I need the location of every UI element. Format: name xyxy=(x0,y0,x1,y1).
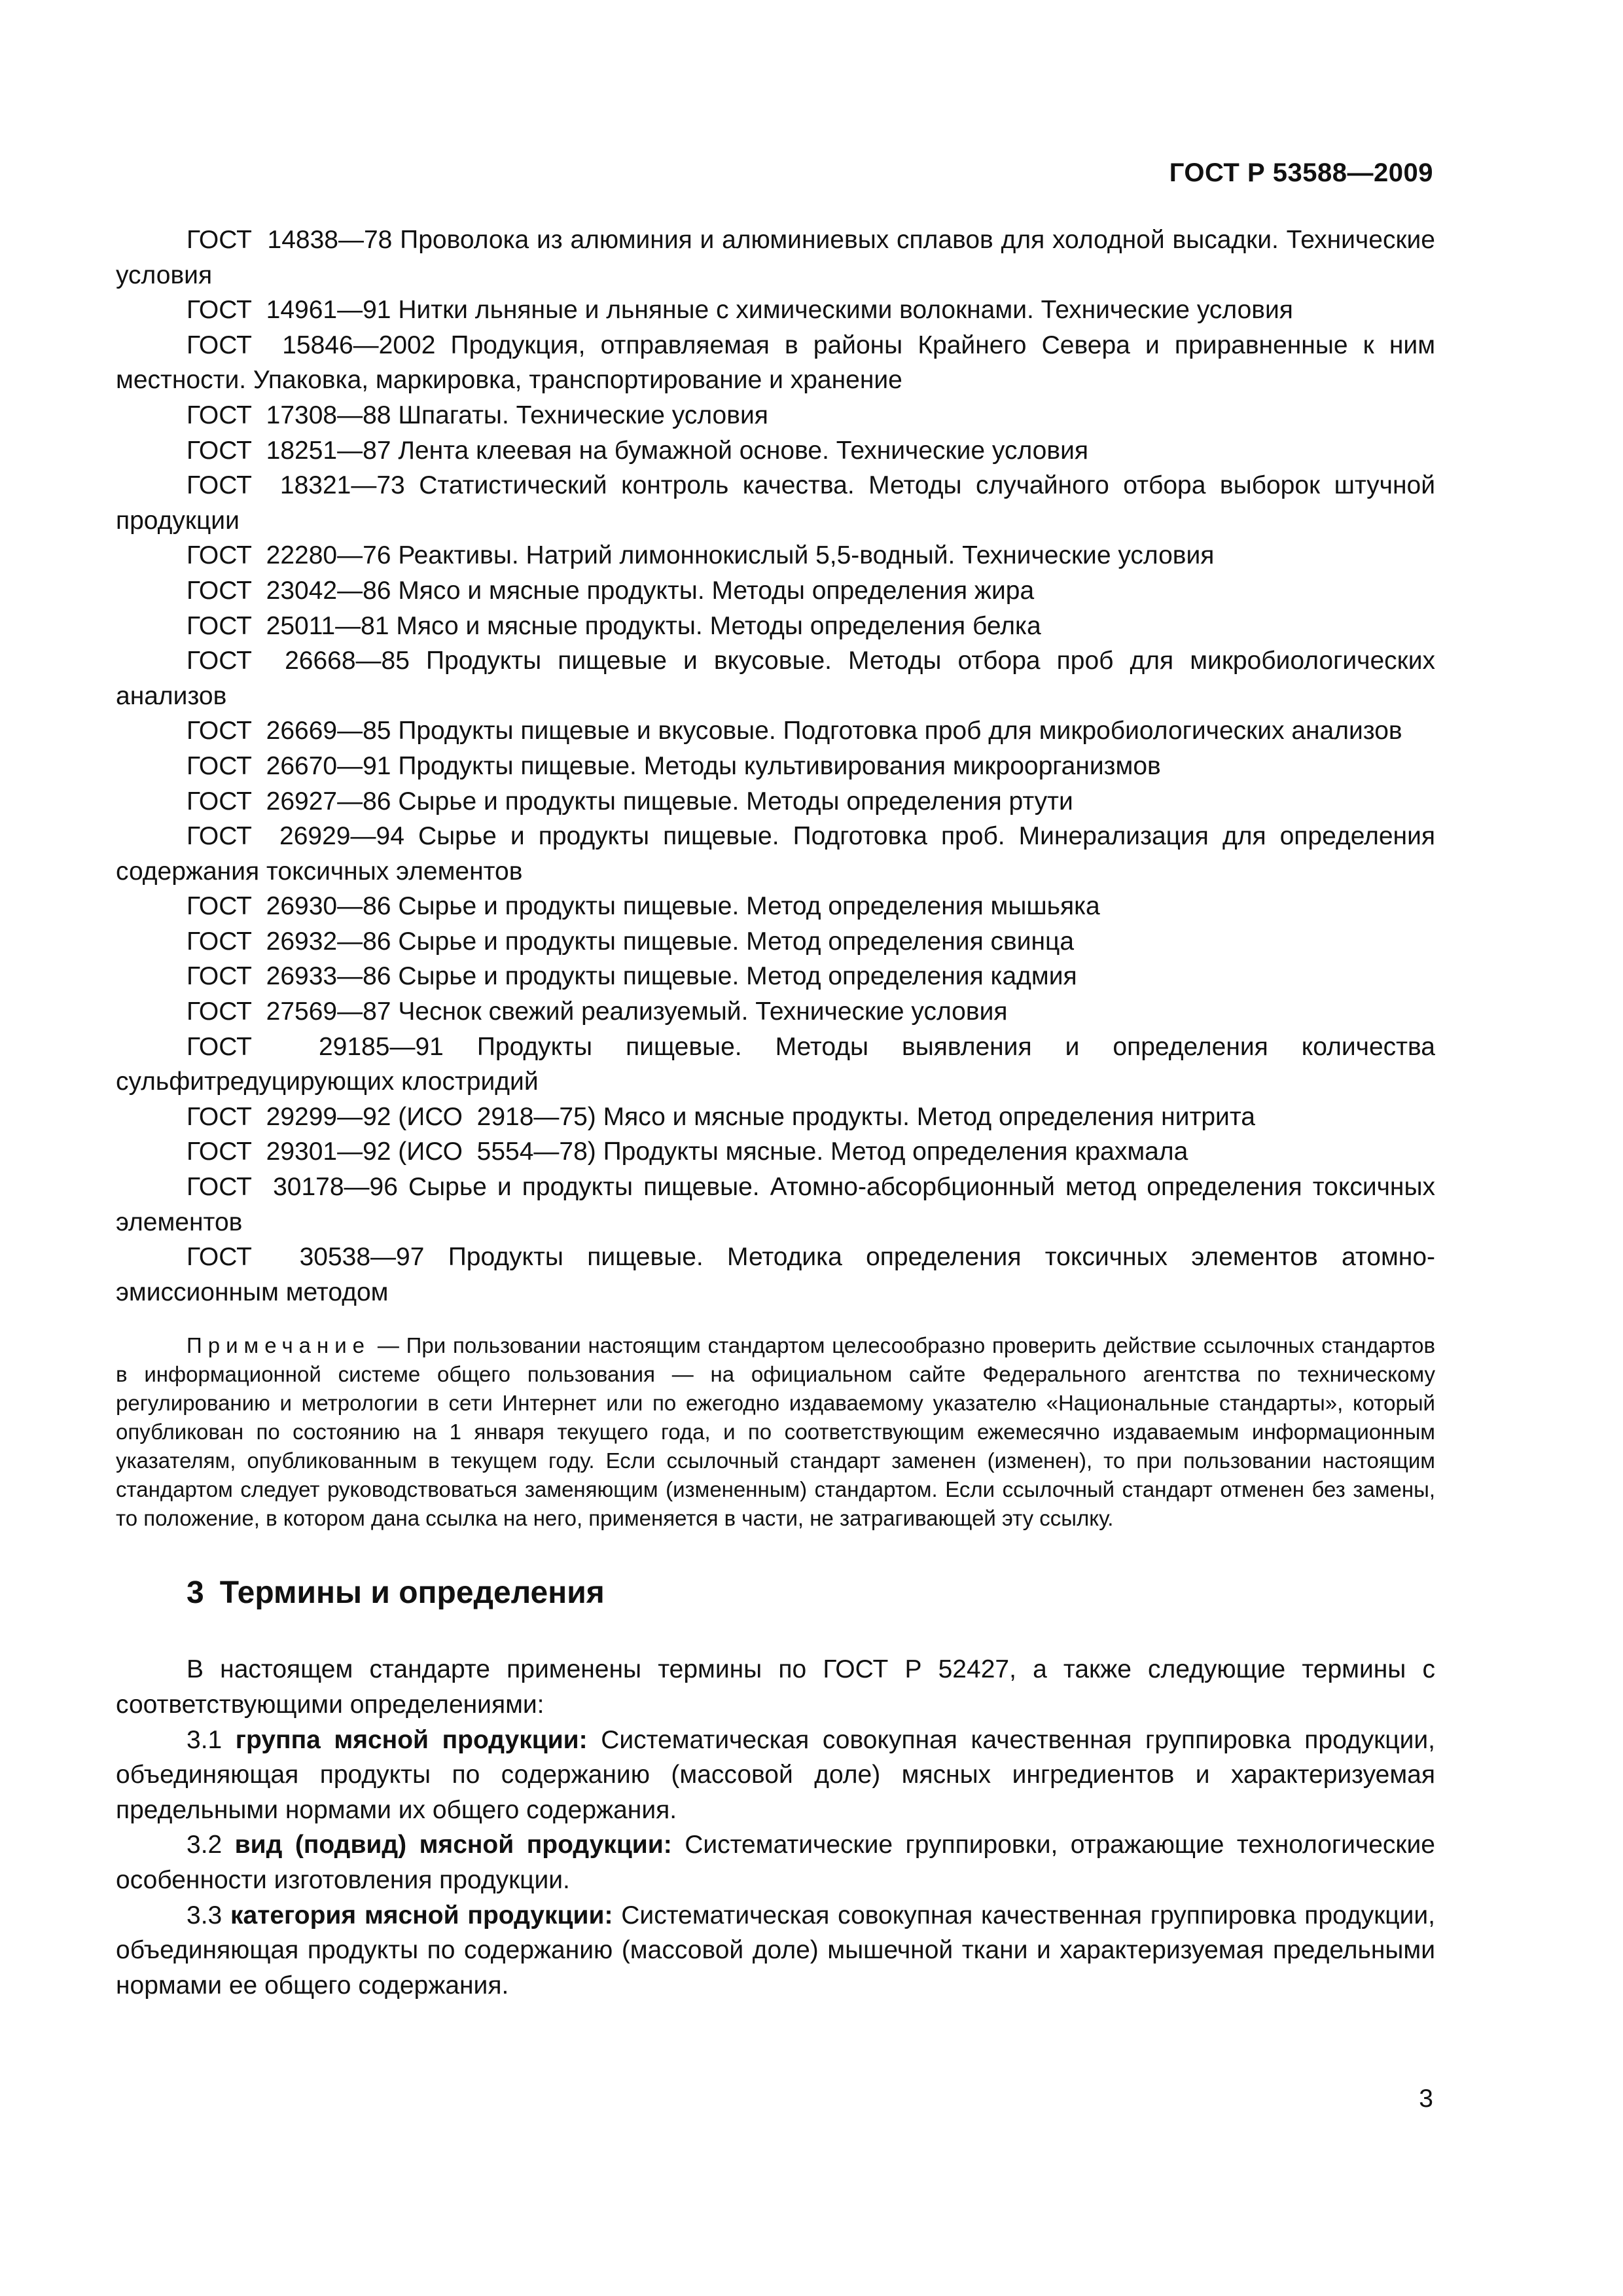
reference-item xyxy=(116,573,1435,609)
reference-title: Проволока из алюминия и алюминиевых сплавов для холодной высадки. Технические условия xyxy=(116,226,1435,289)
reference-code: ГОСТ 23042—86 xyxy=(187,576,391,605)
term-item xyxy=(116,1723,1435,1828)
reference-code: ГОСТ 30538—97 xyxy=(187,1243,425,1272)
reference-title: Продукты пищевые. Методика определения токсичных элементов атомно-эмиссионным методом xyxy=(116,1243,1435,1306)
reference-code: ГОСТ 29185—91 xyxy=(187,1032,444,1061)
term-definition: Систематическая совокупная качественная группировка продукции, объединяющая продукты по содержанию (массовой доле) мышечной ткани и характеризуемая предельными нормами ее общего содержания. xyxy=(116,1901,1436,2000)
reference-title: Сырье и продукты пищевые. Атомно-абсорбционный метод определения токсичных элементов xyxy=(116,1173,1435,1236)
note-label: Примечание xyxy=(187,1333,371,1358)
reference-code: ГОСТ 15846—2002 xyxy=(187,331,436,359)
reference-code: ГОСТ 14961—91 xyxy=(187,296,391,325)
reference-item xyxy=(116,749,1435,784)
reference-code: ГОСТ 26932—86 xyxy=(187,927,391,956)
reference-title: Продукты пищевые и вкусовые. Методы отбора проб для микробиологических анализов xyxy=(116,647,1435,710)
reference-title: Лента клеевая на бумажной основе. Технические условия xyxy=(398,436,1088,465)
reference-code: ГОСТ 30178—96 xyxy=(187,1173,398,1202)
reference-title: Сырье и продукты пищевые. Методы определения ртути xyxy=(398,787,1073,816)
reference-title: Сырье и продукты пищевые. Метод определения свинца xyxy=(398,927,1075,956)
reference-title: Сырье и продукты пищевые. Метод определения мышьяка xyxy=(398,892,1100,921)
reference-item xyxy=(116,643,1435,713)
term-name: группа мясной продукции: xyxy=(235,1725,588,1754)
term-name: вид (подвид) мясной продукции: xyxy=(234,1831,672,1859)
reference-item xyxy=(116,328,1435,398)
reference-item xyxy=(116,1100,1435,1135)
term-definition: Систематические группировки, отражающие технологические особенности изготовления продукции. xyxy=(116,1831,1435,1894)
term-number: 3.3 xyxy=(187,1901,223,1929)
reference-item xyxy=(116,819,1435,889)
reference-item xyxy=(116,713,1435,749)
reference-code: ГОСТ 26933—86 xyxy=(187,962,391,991)
term-item xyxy=(116,1898,1435,2003)
note-paragraph xyxy=(116,1331,1435,1533)
reference-title: Сырье и продукты пищевые. Подготовка проб. Минерализация для определения содержания токсичных элементов xyxy=(116,822,1435,886)
reference-code: ГОСТ 26668—85 xyxy=(187,647,410,675)
reference-code: ГОСТ 26669—85 xyxy=(187,717,391,745)
reference-item xyxy=(116,1134,1435,1170)
reference-title: Продукты пищевые. Методы культивирования микроорганизмов xyxy=(398,751,1161,780)
reference-code: ГОСТ 26929—94 xyxy=(187,822,404,851)
reference-item xyxy=(116,889,1435,924)
reference-code: ГОСТ 26930—86 xyxy=(187,892,391,921)
reference-code: ГОСТ 29299—92 (ИСО 2918—75) xyxy=(187,1102,596,1131)
reference-title: Нитки льняные и льняные с химическими волокнами. Технические условия xyxy=(398,296,1293,325)
reference-title: Мясо и мясные продукты. Методы определения жира xyxy=(398,576,1035,605)
page-number: 3 xyxy=(1419,2085,1433,2113)
section-number: 3 xyxy=(187,1575,204,1611)
reference-code: ГОСТ 26670—91 xyxy=(187,751,391,780)
reference-code: ГОСТ 25011—81 xyxy=(187,611,389,640)
reference-code: ГОСТ 26927—86 xyxy=(187,787,391,816)
note-text: — При пользовании настоящим стандартом целесообразно проверить действие ссылочных стандартов в информационной системе общего пользования — на официальном сайте Федерального агентства по техническому регулированию и метрологии в сети Интернет или по ежегодно издаваемому указателю «Национальные стандарты», который опубликован по состоянию на 1 января текущего года, и по соответствующим ежемесячно издаваемым информационным указателям, опубликованным в текущем году. Если ссылочный стандарт заменен (изменен), то при пользовании настоящим стандартом следует руководствоваться заменяющим (измененным) стандартом. Если ссылочный стандарт отменен без замены, то положение, в котором дана ссылка на него, применяется в части, не затрагивающей эту ссылку. xyxy=(116,1333,1435,1531)
reference-item xyxy=(116,468,1435,538)
reference-code: ГОСТ 14838—78 xyxy=(187,226,393,254)
reference-code: ГОСТ 22280—76 xyxy=(187,541,391,570)
page-content xyxy=(116,223,1435,2003)
terms-list xyxy=(116,1723,1435,2003)
reference-code: ГОСТ 17308—88 xyxy=(187,401,391,429)
reference-title: Шпагаты. Технические условия xyxy=(398,401,768,429)
reference-code: ГОСТ 18321—73 xyxy=(187,471,405,500)
term-definition: Систематическая совокупная качественная группировка продукции, объединяющая продукты по содержанию (массовой доле) мясных ингредиентов и характеризуемая предельными нормами их общего содержания. xyxy=(116,1725,1435,1824)
reference-item xyxy=(116,609,1435,644)
reference-item xyxy=(116,398,1435,433)
reference-title: Продукция, отправляемая в районы Крайнего Севера и приравненные к ним местности. Упаковка, маркировка, транспортирование и хранение xyxy=(116,331,1436,395)
section-title: Термины и определения xyxy=(219,1575,605,1611)
reference-title: Мясо и мясные продукты. Метод определения нитрита xyxy=(603,1102,1255,1131)
reference-title: Мясо и мясные продукты. Методы определения белка xyxy=(396,611,1041,640)
reference-item xyxy=(116,433,1435,469)
term-item xyxy=(116,1827,1435,1897)
reference-title: Сырье и продукты пищевые. Метод определения кадмия xyxy=(398,962,1077,991)
reference-code: ГОСТ 29301—92 (ИСО 5554—78) xyxy=(187,1138,596,1166)
reference-title: Статистический контроль качества. Методы случайного отбора выборок штучной продукции xyxy=(116,471,1435,535)
reference-title: Продукты мясные. Метод определения крахмала xyxy=(603,1138,1188,1166)
reference-item xyxy=(116,538,1435,573)
reference-item xyxy=(116,994,1435,1030)
reference-title: Продукты пищевые и вкусовые. Подготовка проб для микробиологических анализов xyxy=(398,717,1402,745)
reference-item xyxy=(116,293,1435,328)
reference-item xyxy=(116,959,1435,994)
reference-item xyxy=(116,924,1435,960)
reference-title: Чеснок свежий реализуемый. Технические условия xyxy=(398,997,1008,1026)
reference-code: ГОСТ 27569—87 xyxy=(187,997,391,1026)
term-name: категория мясной продукции: xyxy=(230,1901,613,1929)
reference-item xyxy=(116,1240,1435,1310)
section-heading xyxy=(116,1573,1435,1613)
document-header-id: ГОСТ Р 53588—2009 xyxy=(1169,158,1433,187)
reference-item xyxy=(116,1170,1435,1240)
term-number: 3.1 xyxy=(187,1725,223,1754)
reference-item xyxy=(116,784,1435,819)
reference-title: Продукты пищевые. Методы выявления и определения количества сульфитредуцирующих клостридий xyxy=(116,1032,1435,1096)
references-list xyxy=(116,223,1435,1310)
reference-item xyxy=(116,1030,1435,1100)
reference-title: Реактивы. Натрий лимоннокислый 5,5-водный. Технические условия xyxy=(398,541,1215,570)
reference-code: ГОСТ 18251—87 xyxy=(187,436,391,465)
section-intro: В настоящем стандарте применены термины по ГОСТ Р 52427, а также следующие термины с соответствующими определениями: xyxy=(116,1655,1435,1719)
term-number: 3.2 xyxy=(187,1831,223,1859)
reference-item xyxy=(116,223,1435,293)
